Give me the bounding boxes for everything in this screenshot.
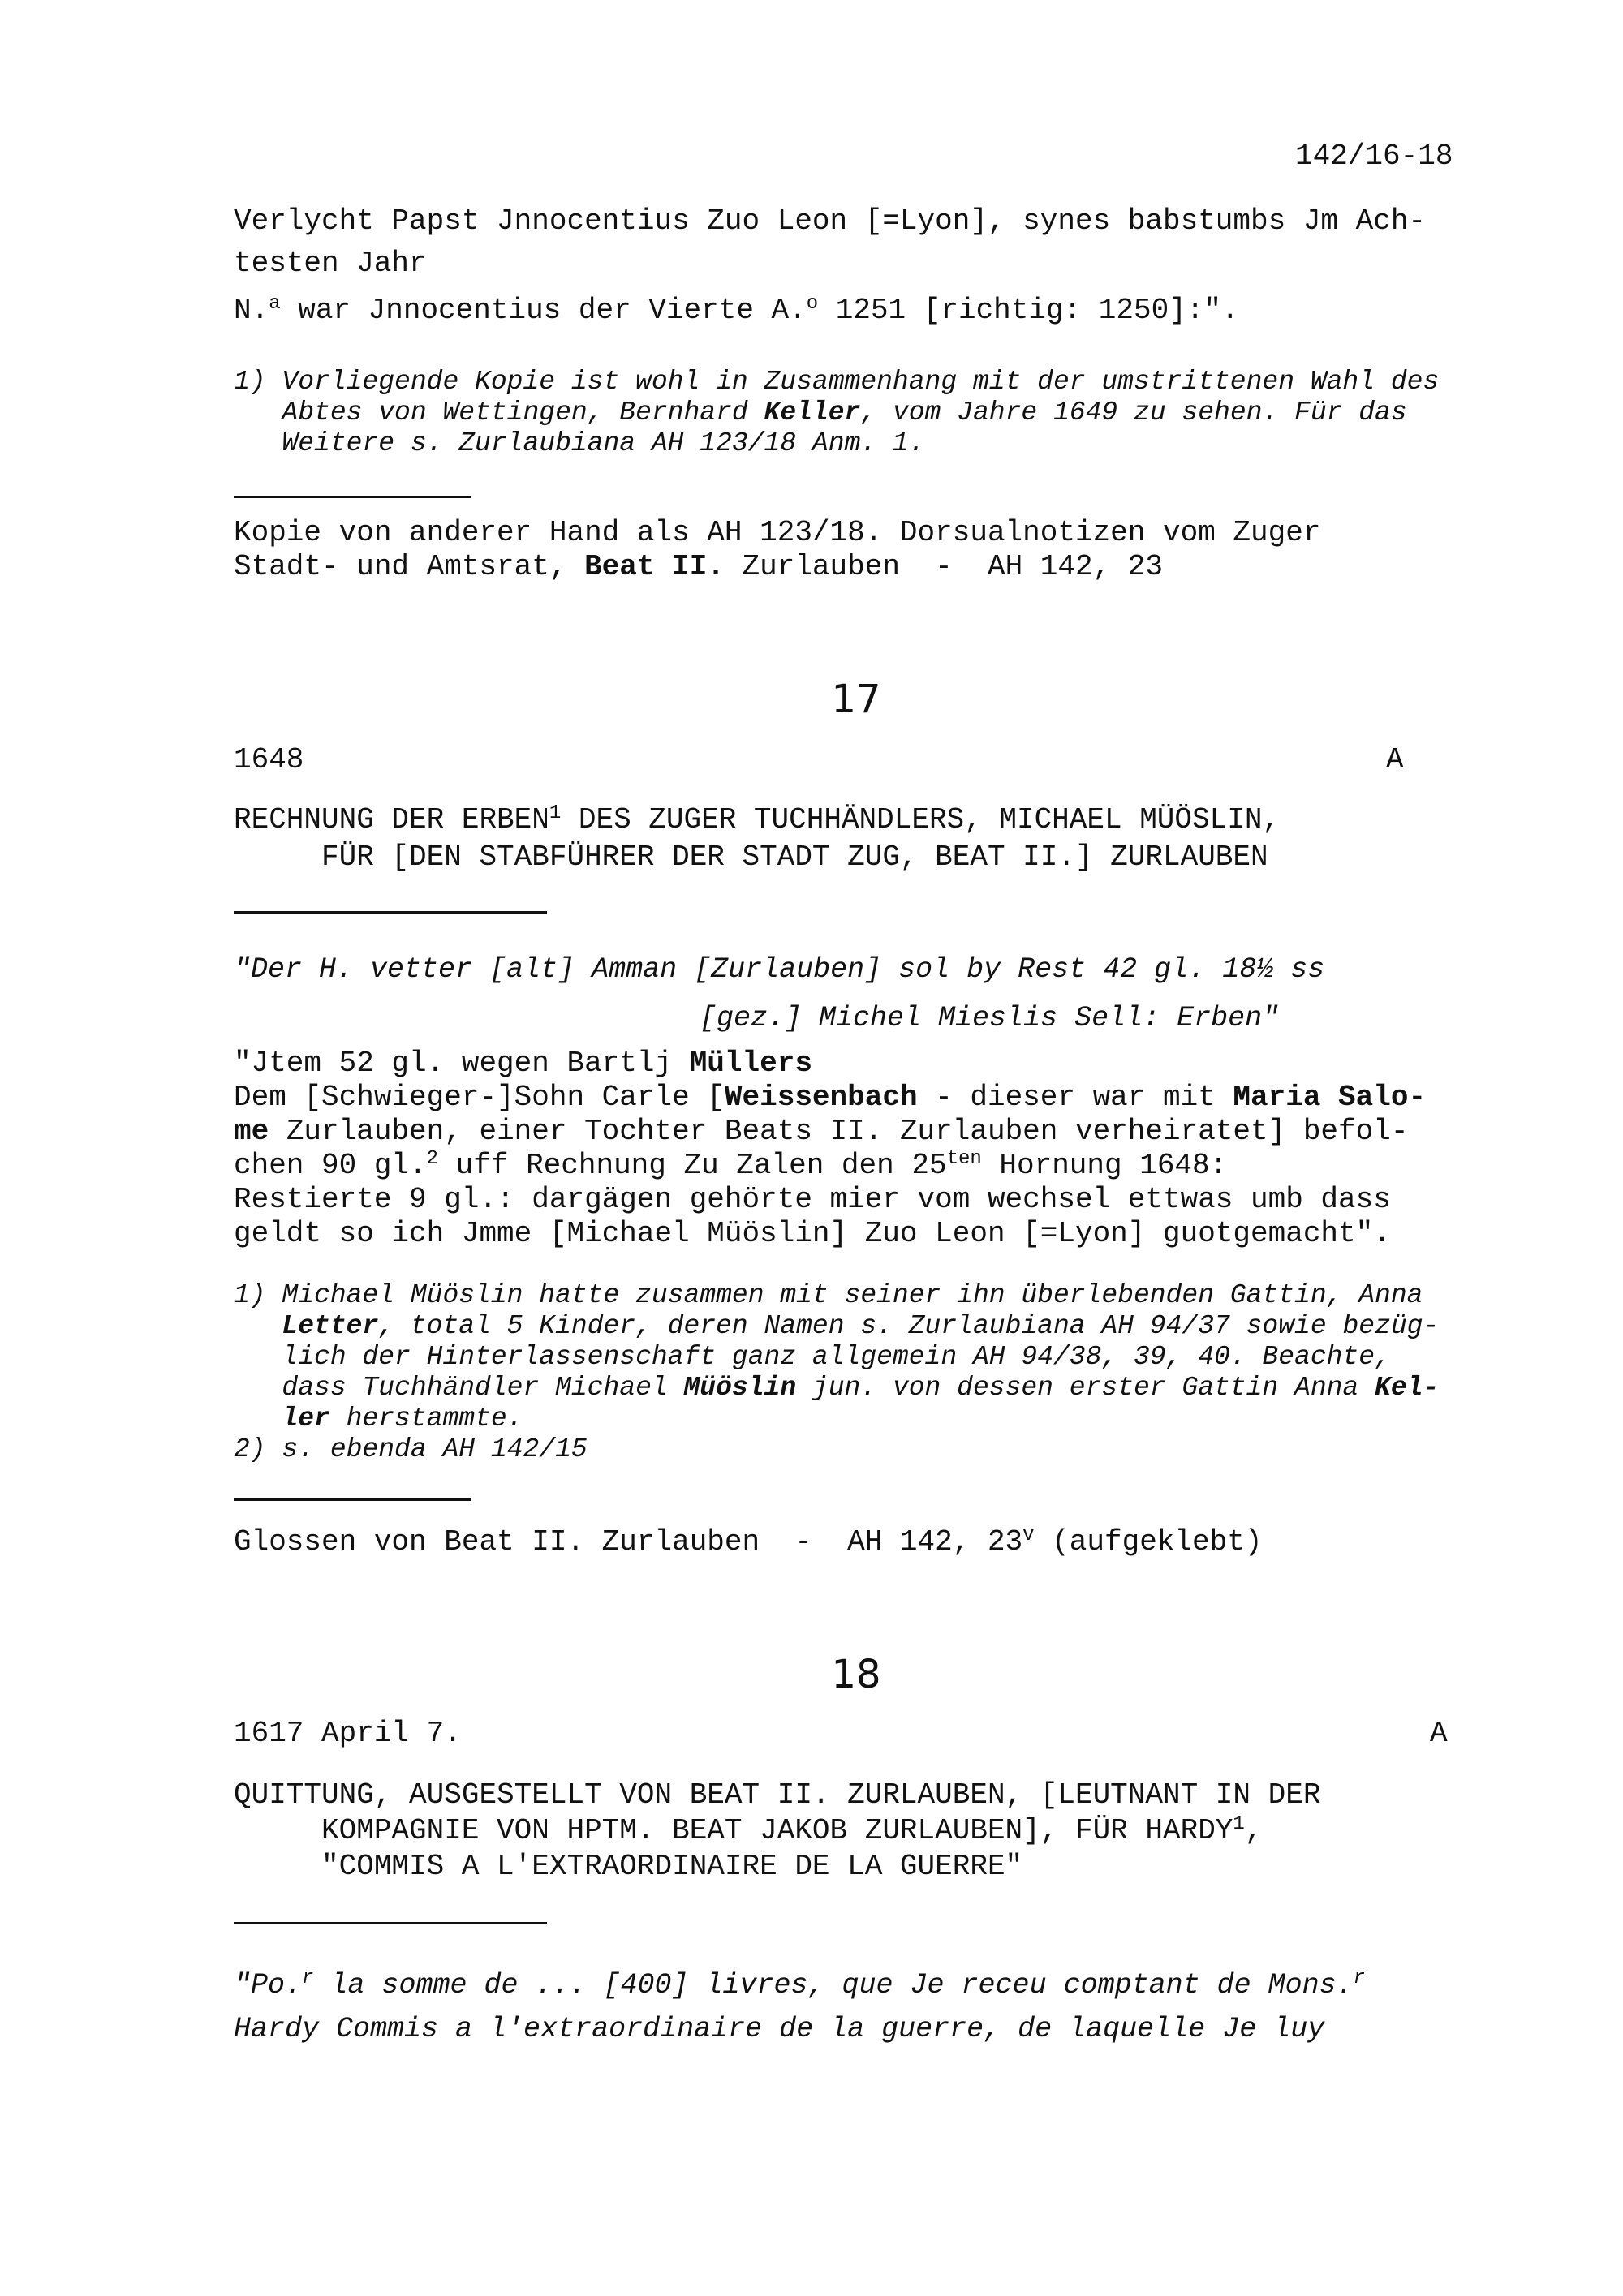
doc17-signature: [gez.] Michel Mieslis Sell: Erben" [700,1002,1280,1034]
divider-rule [234,911,547,914]
page-reference: 142/16-18 [1295,140,1453,173]
doc17-text-line: Restierte 9 gl.: dargägen gehörte mier vom wechsel ettwas umb dass [234,1183,1391,1216]
doc17-text-line: chen 90 gl.$^2$ uff Rechnung Zu Zalen den $25^{ten}$ Hornung 1648: [234,1148,1228,1182]
divider-rule [234,496,471,498]
doc17-footnote-2: 2) s. ebenda AH 142/15 [234,1434,588,1464]
doc17-footnote-1: 1) Michael Müöslin hatte zusammen mit seiner ihn überlebenden Gattin, Anna [234,1280,1423,1310]
doc16-footnote-1: Abtes von Wettingen, Bernhard Keller, vom Jahre 1649 zu sehen. Für das [234,398,1407,428]
doc18-title: KOMPAGNIE VON HPTM. BEAT JAKOB ZURLAUBEN], FÜR HARDY$^1$, [234,1813,1263,1847]
doc17-text-line: me Zurlauben, einer Tochter Beats II. Zurlauben verheiratet] befol- [234,1115,1409,1148]
doc18-date: 1617 April 7. [234,1717,462,1750]
doc16-text-line: N.$^a$ war Jnnocentius der Vierte A.$^o$ 1251 [richtig: 1250]:". [234,293,1239,327]
doc17-title: FÜR [DEN STABFÜHRER DER STADT ZUG, BEAT II.] ZURLAUBEN [234,841,1268,874]
doc17-date: 1648 [234,743,304,776]
doc17-type: A [1386,743,1404,776]
doc18-quote: "Po.$^r$ la somme de ... [400] livres, que Je receu comptant de Mons.$^r$ [234,1967,1366,2001]
divider-rule [234,1498,471,1501]
doc16-text-line: Verlycht Papst Jnnocentius Zuo Leon [=Lyon], synes babstumbs Jm Ach- [234,204,1427,238]
doc17-footnote-1: ler herstammte. [282,1404,523,1434]
doc16-text-line: testen Jahr [234,247,427,280]
doc17-footnote-1: Letter, total 5 Kinder, deren Namen s. Zurlaubiana AH 94/37 sowie bezüg- [282,1311,1440,1341]
doc18-type: A [1430,1717,1448,1750]
doc18-quote: Hardy Commis a l'extraordinaire de la guerre, de laquelle Je luy [234,2013,1325,2045]
doc17-footnote-1: lich der Hinterlassenschaft ganz allgemein AH 94/38, 39, 40. Beachte, [234,1342,1391,1372]
doc17-footnote-1: dass Tuchhändler Michael Müöslin jun. von dessen erster Gattin Anna Kel- [234,1373,1440,1403]
doc16-source-note: Kopie von anderer Hand als AH 123/18. Dorsualnotizen vom Zuger [234,516,1321,549]
doc18-title: "COMMIS A L'EXTRAORDINAIRE DE LA GUERRE" [234,1850,1023,1883]
doc17-text-line: "Jtem 52 gl. wegen Bartlj Müllers [234,1047,812,1080]
doc18-number: 18 [831,1652,881,1697]
doc17-source-note: Glossen von Beat II. Zurlauben - AH 142, 23$^v$ (aufgeklebt) [234,1524,1263,1559]
divider-rule [234,1922,547,1924]
doc17-number: 17 [831,677,881,722]
doc17-text-line: geldt so ich Jmme [Michael Müöslin] Zuo Leon [=Lyon] guotgemacht". [234,1217,1391,1250]
doc18-title: QUITTUNG, AUSGESTELLT VON BEAT II. ZURLAUBEN, [LEUTNANT IN DER [234,1778,1321,1812]
doc16-footnote-1: Weitere s. Zurlaubiana AH 123/18 Anm. 1. [234,428,925,458]
doc17-text-line: Dem [Schwieger-]Sohn Carle [Weissenbach - dieser war mit Maria Salo- [234,1081,1427,1114]
doc16-footnote-1: 1) Vorliegende Kopie ist wohl in Zusammenhang mit der umstrittenen Wahl des [234,367,1440,397]
doc17-quote: "Der H. vetter [alt] Amman [Zurlauben] sol by Rest 42 gl. 18½ ss [234,953,1325,986]
doc16-source-note: Stadt- und Amtsrat, Beat II. Zurlauben - AH 142, 23 [234,550,1163,583]
doc17-title: RECHNUNG DER ERBEN$^1$ DES ZUGER TUCHHÄNDLERS, MICHAEL MÜÖSLIN, [234,802,1281,836]
